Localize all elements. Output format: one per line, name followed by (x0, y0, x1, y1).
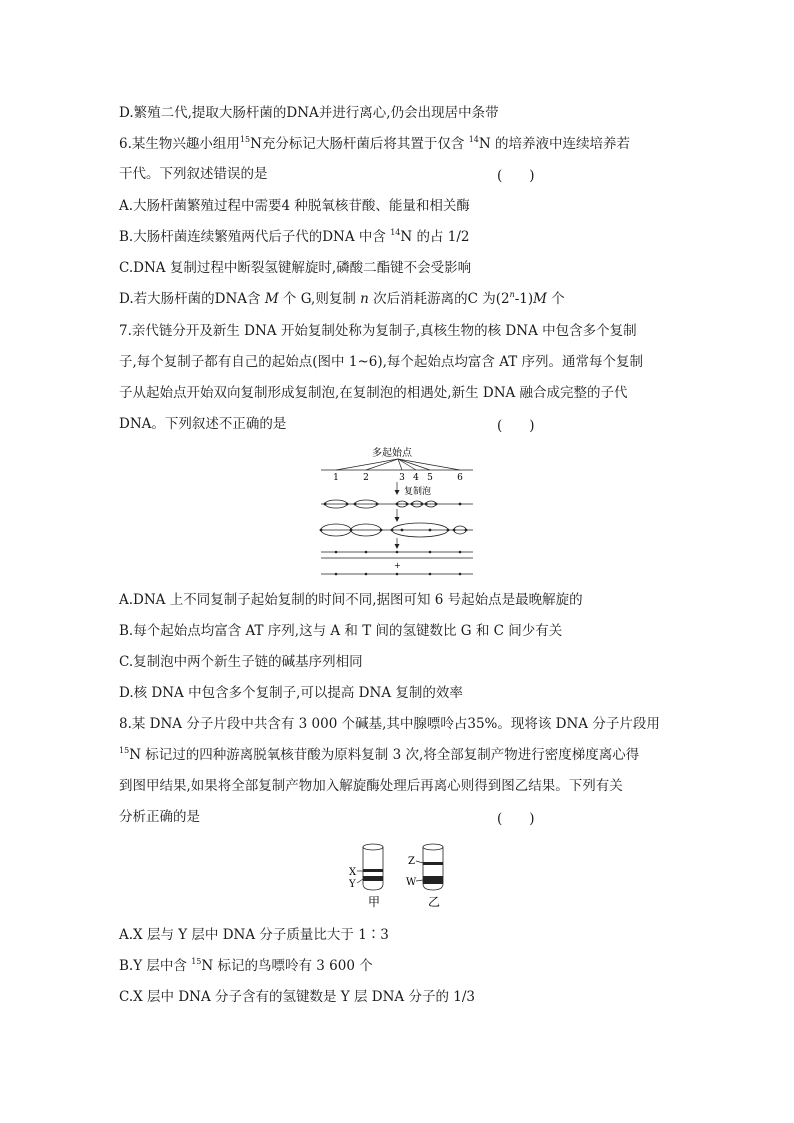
q7-option-c: C.复制泡中两个新生子链的碱基序列相同 (119, 654, 363, 670)
q6-option-d: D.若大肠杆菌的DNA含 M 个 G,则复制 n 次后消耗游离的C 为(2$^n$-1)M 个 (119, 290, 565, 307)
figure7-title: 多起始点 (372, 448, 412, 459)
q8-stem-line1: 8.某 DNA 分子片段中共含有 3 000 个碱基,其中腺嘌呤占35%。现将该 DNA 分子片段用 (119, 716, 660, 732)
origin-label-4: 4 (413, 473, 419, 483)
origin-label-1: 1 (333, 473, 339, 483)
band-label-y: Y (349, 879, 356, 890)
caption-jia: 甲 (368, 895, 381, 909)
q7-option-d: D.核 DNA 中包含多个复制子,可以提高 DNA 复制的效率 (119, 685, 463, 701)
origin-label-3: 3 (399, 473, 405, 483)
q7-stem-line4: DNA。下列叙述不正确的是 (119, 416, 287, 432)
q7-option-b: B.每个起始点均富含 AT 序列,这与 A 和 T 间的氢键数比 G 和 C 间少有关 (119, 623, 563, 639)
q5-option-d: D.繁殖二代,提取大肠杆菌的DNA并进行离心,仍会出现居中条带 (119, 105, 499, 121)
q6-stem-line1: 6.某生物兴趣小组用$^{15}$N充分标记大肠杆菌后将其置于仅含 $^{14}$N 的培养液中连续培养若 (119, 135, 630, 152)
q7-stem-line1: 7.亲代链分开及新生 DNA 开始复制处称为复制子,真核生物的核 DNA 中包含多个复制 (119, 323, 637, 339)
q6-option-b: B.大肠杆菌连续繁殖两代后子代的DNA 中含 $^{14}$N 的占 1/2 (119, 228, 470, 245)
q6-option-c: C.DNA 复制过程中断裂氢键解旋时,磷酸二酯键不会受影响 (119, 260, 472, 276)
centrifuge-tubes-figure (340, 840, 460, 910)
q6-answer-paren: ( ) (497, 168, 535, 184)
bubble-row-2 (321, 523, 473, 537)
plus-sign: + (394, 561, 401, 570)
origin-label-5: 5 (427, 473, 433, 483)
q7-stem-line3: 子从起始点开始双向复制形成复制泡,在复制泡的相遇处,新生 DNA 融合成完整的子代 (119, 385, 628, 401)
q7-option-a: A.DNA 上不同复制子起始复制的时间不同,据图可知 6 号起始点是最晚解旋的 (119, 592, 583, 608)
q8-answer-paren: ( ) (497, 811, 535, 827)
q6-option-a: A.大肠杆菌繁殖过程中需要4 种脱氧核苷酸、能量和相关酶 (119, 198, 470, 214)
origin-label-6: 6 (457, 473, 463, 483)
q8-option-a: A.X 层与 Y 层中 DNA 分子质量比大于 1∶3 (119, 927, 389, 943)
replication-bubble-diagram (318, 442, 478, 582)
tube-jia (363, 844, 383, 890)
tube-yi (423, 844, 443, 890)
origin-label-2: 2 (363, 473, 369, 483)
band-label-z: Z (408, 856, 415, 867)
q8-stem-line4: 分析正确的是 (119, 809, 200, 825)
band-label-w: W (406, 877, 417, 888)
band-label-x: X (349, 867, 357, 878)
q7-stem-line2: 子,每个复制子都有自己的起始点(图中 1~6),每个起始点均富含 AT 序列。通常每个复制 (119, 354, 643, 370)
q8-option-c: C.X 层中 DNA 分子含有的氢键数是 Y 层 DNA 分子的 1/3 (119, 989, 475, 1005)
q6-stem-line2: 干代。下列叙述错误的是 (119, 166, 268, 182)
q8-stem-line2: $^{15}$N 标记过的四种游离脱氧核苷酸为原料复制 3 次,将全部复制产物进行密度梯度离心得 (119, 746, 640, 763)
caption-yi: 乙 (428, 895, 441, 909)
bubble-label: 复制泡 (404, 487, 432, 497)
q7-answer-paren: ( ) (497, 418, 535, 434)
q8-option-b: B.Y 层中含 $^{15}$N 标记的鸟嘌呤有 3 600 个 (119, 957, 373, 974)
q8-stem-line3: 到图甲结果,如果将全部复制产物加入解旋酶处理后再离心则得到图乙结果。下列有关 (119, 778, 623, 794)
